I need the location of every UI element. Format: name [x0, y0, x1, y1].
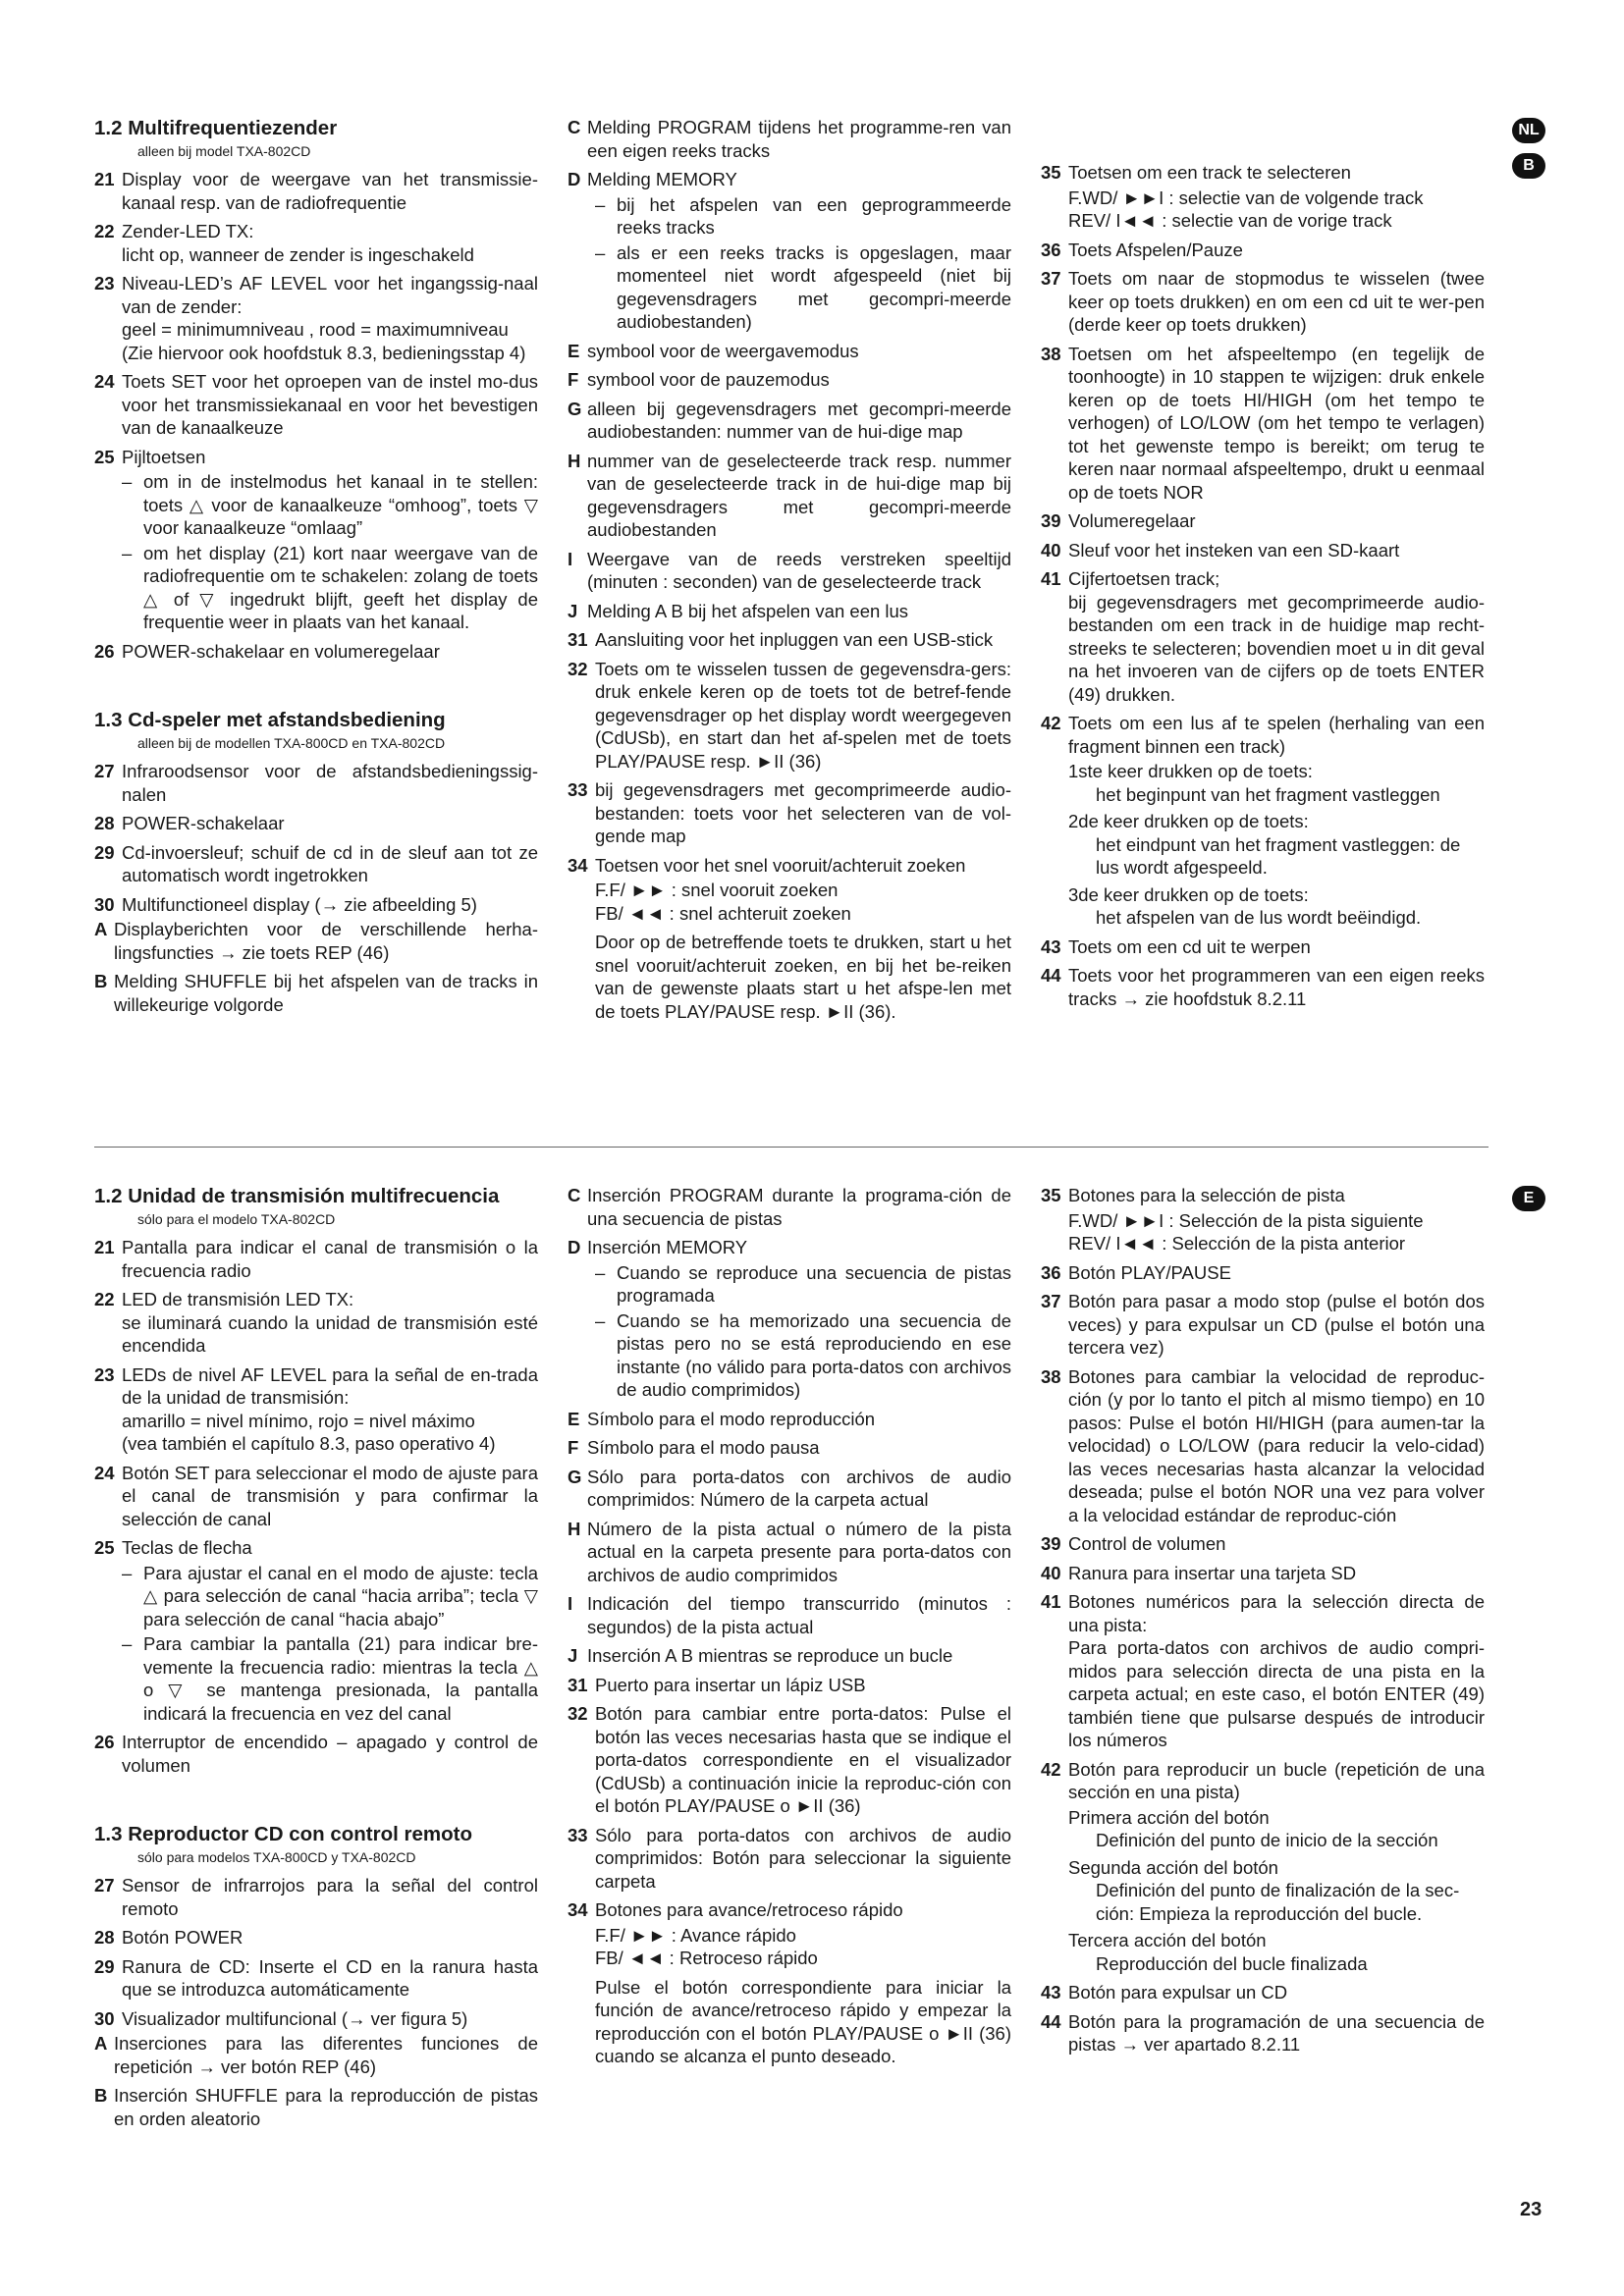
nl-item-42-b2: het eindpunt van het fragment vastleggen: de lus wordt afgespeeld. [1096, 833, 1461, 878]
es-item-31: 31 Puerto para insertar un lápiz USB [568, 1674, 866, 1695]
nl-item-35-fwd: F.WD/ ►►I : selectie van de volgende track [1068, 187, 1424, 208]
es-item-36: 36 Botón PLAY/PAUSE [1041, 1261, 1231, 1283]
es-item-34-text: Pulse el botón correspondiente para iniciar la función de avance/retroceso rápido y empezar la reproducción con el botón PLAY/PAUSE o ►II (36) cuando se alcanza el punto deseado. [595, 1976, 1011, 2066]
es-item-30-F: F Símbolo para el modo pausa [568, 1437, 820, 1458]
nl-item-30-H: H nummer van de geselecteerde track resp. nummer van de geselecteerde track in de hui-dige map bij gegevensdragers met gecompri-meerde audiobestanden [568, 450, 1011, 540]
es-item-30: 30 Visualizador multifuncional (→ ver figura 5) [94, 2007, 468, 2029]
nl-item-30-G: G alleen bij gegevensdragers met gecompri-meerde audiobestanden: nummer van de hui-dige map [568, 398, 1011, 442]
nl-item-42: 42 Toets om een lus af te spelen (herhaling van een fragment binnen een track) [1041, 713, 1485, 757]
nl-item-44: 44 Toets voor het programmeren van een eigen reeks tracks → zie hoofdstuk 8.2.11 [1041, 965, 1485, 1009]
nl-item-30-B: B Melding SHUFFLE bij het afspelen van de tracks in willekeurige volgorde [94, 971, 538, 1015]
es-item-30-D-2: – Cuando se ha memorizado una secuencia de pistas pero no se está reproduciendo en ese instante (no válido para porta-datos con archivos de audio comprimidos) [595, 1309, 1011, 1400]
es-item-24: 24 Botón SET para seleccionar el modo de ajuste para el canal de transmisión y para confirmar la selección de canal [94, 1462, 538, 1529]
nl-item-32: 32 Toets om te wisselen tussen de gegevensdra-gers: druk enkele keren op de toets tot de betref-fende gegevensdrager op het display wordt weergegeven (CdUSb), en start dan het af-spelen met de toets PLAY/PAUSE resp. ►II (36) [568, 658, 1011, 772]
nl-item-35: 35 Toetsen om een track te selecteren [1041, 162, 1351, 183]
es-item-42-a2: Definición del punto de inicio de la sección [1096, 1830, 1438, 1850]
es-item-21: 21 Pantalla para indicar el canal de transmisión o la frecuencia radio [94, 1237, 538, 1281]
nl-column-2 [568, 116, 1011, 1023]
nl-item-30-D-2: – als er een reeks tracks is opgeslagen, maar momenteel niet wordt afgespeeld (niet bij gegevensdragers met gecompri-meerde audiobestanden) [595, 241, 1011, 332]
nl-item-23: 23 Niveau-LED’s AF LEVEL voor het ingangssig-naal van de zender: geel = minimumniveau , rood = maximumniveau (Zie hiervoor ook hoofdstuk 8.3, bedieningsstap 4) [94, 273, 538, 363]
nl-item-40: 40 Sleuf voor het insteken van een SD-kaart [1041, 539, 1400, 561]
nl-item-29: 29 Cd-invoersleuf; schuif de cd in de sleuf aan tot ze automatisch wordt ingetrokken [94, 841, 538, 885]
nl-item-21: 21 Display voor de weergave van het transmissie-kanaal resp. van de radiofrequentie [94, 169, 538, 213]
es-section-1-2-title: 1.2 Unidad de transmisión multifrecuencia [94, 1185, 500, 1207]
es-item-27: 27 Sensor de infrarrojos para la señal del control remoto [94, 1875, 538, 1919]
es-item-42-c2: Reproducción del bucle finalizada [1096, 1952, 1368, 1974]
lang-badge-b: B [1512, 153, 1545, 179]
es-item-30-D: D Inserción MEMORY [568, 1237, 748, 1257]
nl-item-30-I: I Weergave van de reeds verstreken speeltijd (minuten : seconden) van de geselecteerde track [568, 548, 1011, 592]
nl-item-37: 37 Toets om naar de stopmodus te wisselen (twee keer op toets drukken) en om een cd uit te wer-pen (derde keer op toets drukken) [1041, 268, 1485, 335]
nl-item-34-ff: F.F/ ►► : snel vooruit zoeken [595, 880, 839, 900]
es-item-42-c1: Tercera acción del botón [1068, 1930, 1267, 1950]
es-item-39: 39 Control de volumen [1041, 1533, 1226, 1554]
nl-item-42-a2: het beginpunt van het fragment vastleggen [1096, 783, 1440, 805]
es-item-42-b1: Segunda acción del botón [1068, 1856, 1278, 1878]
es-item-44: 44 Botón para la programación de una secuencia de pistas → ver apartado 8.2.11 [1041, 2010, 1485, 2055]
nl-item-30-C: C Melding PROGRAM tijdens het programme-ren van een eigen reeks tracks [568, 117, 1011, 161]
nl-item-34-fb: FB/ ◄◄ : snel achteruit zoeken [595, 902, 851, 924]
es-item-37: 37 Botón para pasar a modo stop (pulse el botón dos veces) y para expulsar un CD (pulse el botón una tercera vez) [1041, 1291, 1485, 1358]
es-item-32: 32 Botón para cambiar entre porta-datos: Pulse el botón las veces necesarias hasta que se indique el porta-datos correspondiente en el visualizador (CdUSb) a continuación inicie la reproduc-ción con el botón PLAY/PAUSE o ►II (36) [568, 1703, 1011, 1816]
nl-item-33: 33 bij gegevensdragers met gecomprimeerde audio-bestanden: toets voor het selecteren van de vol-gende map [568, 779, 1011, 846]
lang-badge-nl: NL [1512, 118, 1545, 143]
nl-item-43: 43 Toets om een cd uit te werpen [1041, 935, 1311, 957]
es-item-30-J: J Inserción A B mientras se reproduce un bucle [568, 1645, 953, 1666]
es-item-30-A: A Inserciones para las diferentes funciones de repetición → ver botón REP (46) [94, 2033, 538, 2077]
nl-item-24: 24 Toets SET voor het oproepen van de instel mo-dus voor het transmissiekanaal en voor het bevestigen van de kanaalkeuze [94, 371, 538, 438]
nl-item-30-A: A Displayberichten voor de verschillende herha-lingsfuncties → zie toets REP (46) [94, 919, 538, 963]
es-item-43: 43 Botón para expulsar un CD [1041, 1982, 1288, 2002]
es-item-25-a: – Para ajustar el canal en el modo de ajuste: tecla △ para selección de canal “hacia arriba”; tecla ▽ para selección de canal “hacia abajo” [122, 1562, 538, 1629]
nl-item-34: 34 Toetsen voor het snel vooruit/achteruit zoeken [568, 854, 966, 876]
nl-column-3 [1041, 161, 1485, 1016]
es-column-3 [1041, 1184, 1485, 2062]
es-item-42-b2: Definición del punto de finalización de la sec-ción: Empieza la reproducción del bucle. [1096, 1880, 1460, 1924]
nl-item-25-a: – om in de instelmodus het kanaal in te stellen: toets △ voor de kanaalkeuze “omhoog”, toets ▽ voor kanaalkeuze “omlaag” [122, 471, 538, 538]
nl-item-31: 31 Aansluiting voor het inpluggen van een USB-stick [568, 629, 994, 650]
es-item-29: 29 Ranura de CD: Inserte el CD en la ranura hasta que se introduzca automáticamente [94, 1955, 538, 2000]
section-divider [94, 1147, 1489, 1148]
nl-section-1-2-title: 1.2 Multifrequentiezender [94, 117, 338, 139]
nl-section-1-3-subtitle: alleen bij de modellen TXA-800CD en TXA-802CD [137, 735, 446, 751]
nl-item-35-rev: REV/ I◄◄ : selectie van de vorige track [1068, 210, 1392, 231]
es-section-1-2-subtitle: sólo para el modelo TXA-802CD [137, 1211, 336, 1227]
nl-item-41: 41 Cijfertoetsen track; bij gegevensdragers met gecomprimeerde audio-bestanden om een track in de huidige map recht-streeks te selecteren; bovendien moet u in dit geval na het invoeren van de cijfers op de toets ENTER (49) drukken. [1041, 568, 1485, 705]
es-column-2 [568, 1184, 1011, 2068]
es-item-30-H: H Número de la pista actual o número de la pista actual en la carpeta presente para porta-datos con archivos de audio comprimidos [568, 1518, 1011, 1585]
nl-item-42-a1: 1ste keer drukken op de toets: [1068, 761, 1313, 781]
es-item-26: 26 Interruptor de encendido – apagado y control de volumen [94, 1732, 538, 1776]
nl-item-42-c1: 3de keer drukken op de toets: [1068, 883, 1309, 905]
es-item-25: 25 Teclas de flecha [94, 1537, 252, 1558]
es-item-30-I: I Indicación del tiempo transcurrido (minutos : segundos) de la pista actual [568, 1593, 1011, 1637]
es-item-22: 22 LED de transmisión LED TX: se iluminará cuando la unidad de transmisión esté encendida [94, 1289, 538, 1356]
es-item-30-E: E Símbolo para el modo reproducción [568, 1408, 876, 1429]
es-item-40: 40 Ranura para insertar una tarjeta SD [1041, 1562, 1357, 1583]
nl-item-30-F: F symbool voor de pauzemodus [568, 369, 830, 390]
es-item-38: 38 Botones para cambiar la velocidad de reproduc-ción (y por lo tanto el pitch al mismo tiempo) en 10 pasos: Pulse el botón HI/HIGH (para aumen-tar la velocidad) o LO/LOW (para reducir la velo-cidad) las veces necesarias hasta alcanzar la velocidad deseada; pulse el botón NOR una vez para volver a la velocidad estándar de reproduc-ción [1041, 1365, 1485, 1525]
es-item-35-fwd: F.WD/ ►►I : Selección de la pista siguiente [1068, 1209, 1424, 1231]
nl-item-22: 22 Zender-LED TX: licht op, wanneer de zender is ingeschakeld [94, 221, 474, 265]
es-item-34-ff: F.F/ ►► : Avance rápido [595, 1924, 796, 1946]
nl-item-30-D: D Melding MEMORY [568, 169, 737, 189]
nl-item-30-J: J Melding A B bij het afspelen van een lus [568, 600, 909, 621]
es-item-30-D-1: – Cuando se reproduce una secuencia de pistas programada [595, 1261, 1011, 1306]
nl-item-42-c2: het afspelen van de lus wordt beëindigd. [1096, 907, 1422, 928]
nl-item-30-D-1: – bij het afspelen van een geprogrammeerde reeks tracks [595, 193, 1011, 238]
nl-item-34-text: Door op de betreffende toets te drukken, start u het snel vooruit/achteruit zoeken, en bij het be-reiken van de gewenste plaats start u het afspe-len met de toets PLAY/PAUSE resp. ►II (36). [595, 932, 1011, 1022]
es-column-1 [94, 1184, 538, 2136]
page-number: 23 [1520, 2199, 1543, 2220]
nl-column-1 [94, 116, 538, 1022]
nl-item-36: 36 Toets Afspelen/Pauze [1041, 239, 1243, 260]
es-item-41: 41 Botones numéricos para la selección directa de una pista: Para porta-datos con archivos de audio compri-midos para selección directa de una pista en la carpeta actual; en este caso, el botón ENTER (49) también tiene que pulsarse después de introducir los números [1041, 1591, 1485, 1750]
nl-item-39: 39 Volumeregelaar [1041, 510, 1196, 531]
es-item-23: 23 LEDs de nivel AF LEVEL para la señal de en-trada de la unidad de transmisión: amarillo = nivel mínimo, rojo = nivel máximo (vea también el capítulo 8.3, paso operativo 4) [94, 1363, 538, 1454]
es-section-1-3-subtitle: sólo para modelos TXA-800CD y TXA-802CD [137, 1849, 416, 1865]
nl-item-28: 28 POWER-schakelaar [94, 813, 285, 833]
es-item-30-C: C Inserción PROGRAM durante la programa-ción de una secuencia de pistas [568, 1185, 1011, 1229]
es-item-35: 35 Botones para la selección de pista [1041, 1185, 1345, 1205]
lang-badge-e: E [1512, 1186, 1545, 1211]
nl-item-38: 38 Toetsen om het afspeeltempo (en tegelijk de toonhoogte) in 10 stappen te wijzigen: druk enkele keren op de toets HI/HIGH (om het tempo te verhogen) of LO/LOW (om het tempo te verlagen) tot het gewenste tempo is bereikt; om terug te keren naar normaal afspeeltempo, drukt u eenmaal op de toets NOR [1041, 343, 1485, 503]
es-item-28: 28 Botón POWER [94, 1927, 244, 1948]
es-item-30-B: B Inserción SHUFFLE para la reproducción de pistas en orden aleatorio [94, 2085, 538, 2129]
es-item-42-a1: Primera acción del botón [1068, 1806, 1270, 1828]
nl-section-1-3-title: 1.3 Cd-speler met afstandsbediening [94, 709, 446, 731]
es-item-42: 42 Botón para reproducir un bucle (repetición de una sección en una pista) [1041, 1758, 1485, 1802]
es-item-34: 34 Botones para avance/retroceso rápido [568, 1899, 903, 1920]
es-item-35-rev: REV/ I◄◄ : Selección de la pista anterior [1068, 1233, 1406, 1254]
nl-item-27: 27 Infraroodsensor voor de afstandsbedieningssig-nalen [94, 761, 538, 805]
es-item-33: 33 Sólo para porta-datos con archivos de audio comprimidos: Botón para seleccionar la siguiente carpeta [568, 1824, 1011, 1892]
es-section-1-3-title: 1.3 Reproductor CD con control remoto [94, 1823, 472, 1845]
nl-section-1-2-subtitle: alleen bij model TXA-802CD [137, 143, 311, 159]
es-item-25-b: – Para cambiar la pantalla (21) para indicar bre-vemente la frecuencia radio: mientras la tecla △ o ▽ se mantenga presionada, la pantalla indicará la frecuencia en vez del canal [122, 1633, 538, 1724]
nl-item-26: 26 POWER-schakelaar en volumeregelaar [94, 640, 440, 662]
es-item-30-G: G Sólo para porta-datos con archivos de audio comprimidos: Número de la carpeta actual [568, 1466, 1011, 1510]
nl-item-25-b: – om het display (21) kort naar weergave van de radiofrequentie om te schakelen: zolang de toets △ of ▽ ingedrukt blijft, geeft het display de frequentie weer in plaats van het kanaal. [122, 542, 538, 632]
nl-item-30: 30 Multifunctioneel display (→ zie afbeelding 5) [94, 893, 477, 915]
nl-item-30-E: E symbool voor de weergavemodus [568, 340, 859, 361]
es-item-34-fb: FB/ ◄◄ : Retroceso rápido [595, 1948, 818, 1968]
nl-item-25: 25 Pijltoetsen [94, 446, 206, 467]
nl-item-42-b1: 2de keer drukken op de toets: [1068, 811, 1309, 831]
